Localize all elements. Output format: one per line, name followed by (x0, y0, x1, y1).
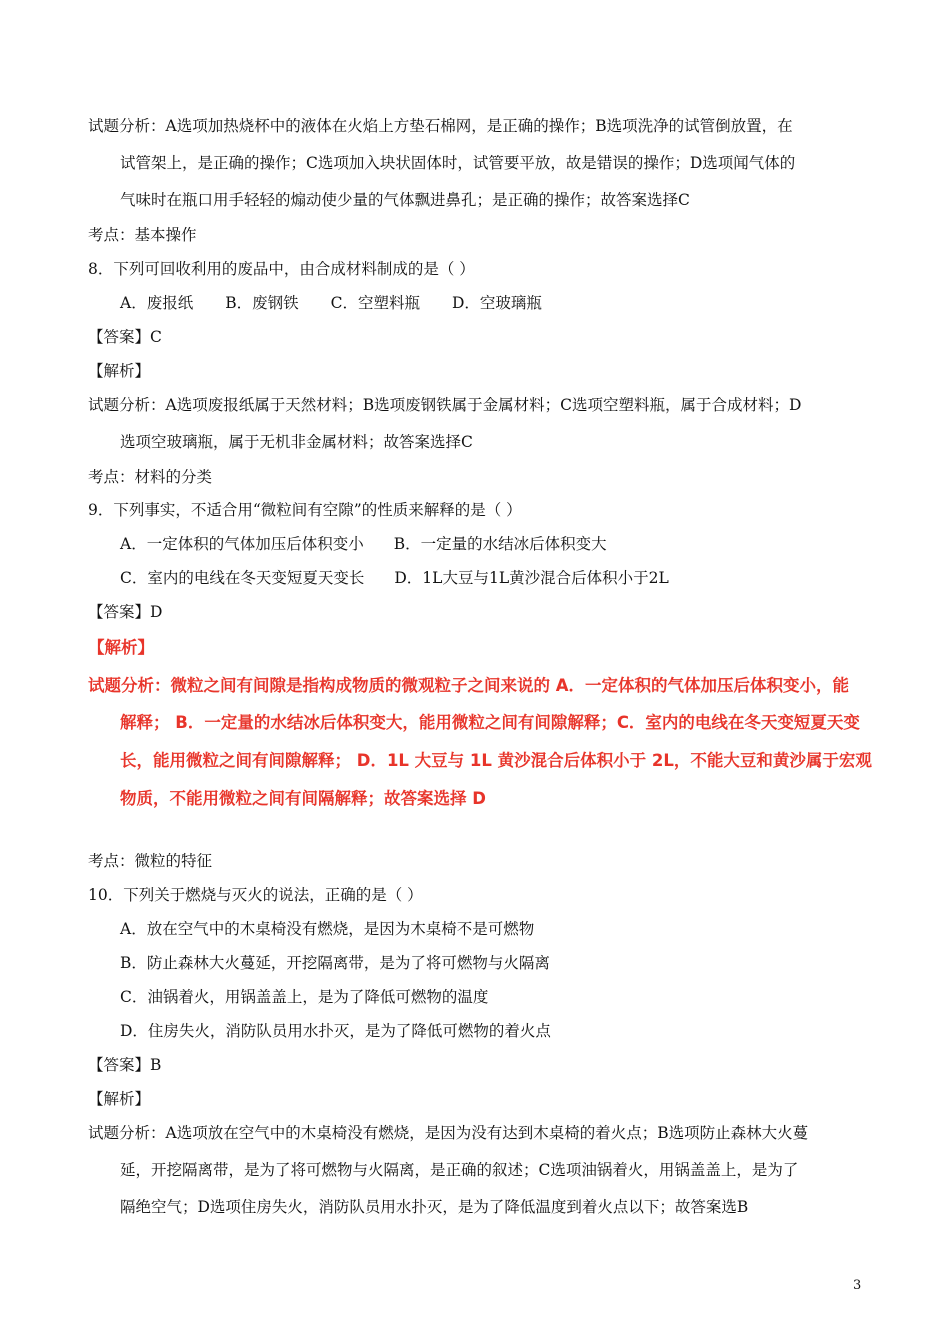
q9-analysis-line-4: 物质，不能用微粒之间有间隔解释；故答案选择 D (120, 789, 486, 808)
q7-analysis-line-1: 试题分析：A选项加热烧杯中的液体在火焰上方垫石棉网，是正确的操作；B选项洗净的试管倒放置，在 (88, 117, 793, 135)
q7-analysis-line-3: 气味时在瓶口用手轻轻的煽动使少量的气体飘进鼻孔；是正确的操作；故答案选择C (120, 191, 690, 209)
q10-analysis-line-3: 隔绝空气；D选项住房失火，消防队员用水扑灭，是为了降低温度到着火点以下；故答案选B (120, 1198, 749, 1216)
q10-answer: 【答案】B (88, 1056, 162, 1074)
q10-analysis-line-2: 延，开挖隔离带，是为了将可燃物与火隔离，是正确的叙述；C选项油锅着火，用锅盖盖上，是为了 (120, 1161, 799, 1179)
q9-knowledge-point: 考点：微粒的特征 (88, 852, 213, 870)
q9-analysis-line-2: 解释； B．一定量的水结冰后体积变大，能用微粒之间有间隙解释；C．室内的电线在冬天变短夏天变 (120, 713, 860, 732)
q9-analysis-line-3: 长，能用微粒之间有间隙解释； D．1L 大豆与 1L 黄沙混合后体积小于 2L，不能大豆和黄沙属于宏观 (120, 751, 872, 770)
q9-options-row-2 (120, 568, 669, 588)
q7-analysis-line-2: 试管架上，是正确的操作；C选项加入块状固体时，试管要平放，故是错误的操作；D选项闻气体的 (120, 154, 796, 172)
q8-analysis-label: 【解析】 (88, 362, 151, 380)
q8-question: 8．下列可回收利用的废品中，由合成材料制成的是（ ） (88, 260, 475, 278)
page-number: 3 (853, 1278, 862, 1293)
q9-option-c: C．室内的电线在冬天变短夏天变长 (120, 569, 365, 587)
q8-analysis-line-2: 选项空玻璃瓶，属于无机非金属材料；故答案选择C (120, 433, 473, 451)
q9-answer: 【答案】D (88, 603, 163, 621)
q10-option-d: D．住房失火，消防队员用水扑灭，是为了降低可燃物的着火点 (120, 1022, 551, 1040)
q8-options (120, 293, 574, 313)
q9-analysis-line-1: 试题分析：微粒之间有间隙是指构成物质的微观粒子之间来说的 A．一定体积的气体加压后体积变小，能 (88, 676, 850, 695)
q10-option-a: A．放在空气中的木桌椅没有燃烧，是因为木桌椅不是可燃物 (120, 920, 535, 938)
q8-knowledge-point: 考点：材料的分类 (88, 468, 213, 486)
q8-option-d: D．空玻璃瓶 (451, 294, 542, 312)
q10-option-b: B．防止森林大火蔓延，开挖隔离带，是为了将可燃物与火隔离 (120, 954, 550, 972)
q7-knowledge-point: 考点：基本操作 (88, 226, 197, 244)
q10-question: 10．下列关于燃烧与灭火的说法，正确的是（ ） (88, 886, 423, 904)
q9-option-a: A．一定体积的气体加压后体积变小 (120, 535, 364, 553)
q8-option-b: B．废钢铁 (225, 294, 299, 312)
q10-option-c: C．油锅着火，用锅盖盖上，是为了降低可燃物的温度 (120, 988, 489, 1006)
q9-option-b: B．一定量的水结冰后体积变大 (393, 535, 607, 553)
q9-analysis-label: 【解析】 (88, 638, 154, 657)
q8-option-a: A．废报纸 (120, 294, 194, 312)
q8-option-c: C．空塑料瓶 (330, 294, 420, 312)
q10-analysis-line-1: 试题分析：A选项放在空气中的木桌椅没有燃烧，是因为没有达到木桌椅的着火点；B选项防止森林大火蔓 (88, 1124, 809, 1142)
q9-options-row-1 (120, 534, 607, 554)
q10-analysis-label: 【解析】 (88, 1090, 151, 1108)
q9-question: 9．下列事实，不适合用“微粒间有空隙”的性质来解释的是（ ） (88, 501, 522, 519)
q9-option-d: D．1L大豆与1L黄沙混合后体积小于2L (394, 569, 669, 587)
q8-answer: 【答案】C (88, 328, 162, 346)
q8-analysis-line-1: 试题分析：A选项废报纸属于天然材料；B选项废钢铁属于金属材料；C选项空塑料瓶，属于合成材料；D (88, 396, 802, 414)
